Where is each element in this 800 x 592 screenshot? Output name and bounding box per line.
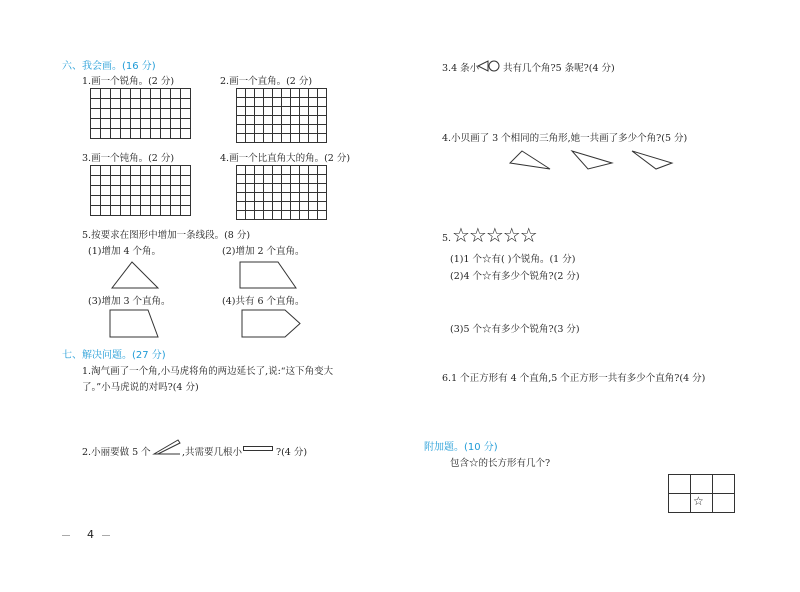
triangle-shape [110, 260, 162, 290]
question-7-1-line1: 1.淘气画了一个角,小马虎将角的两边延长了,说:“这下角变大 [82, 366, 334, 377]
pentagon-shape [240, 308, 304, 340]
question-r4: 4.小贝画了 3 个相同的三角形,她一共画了多少个角?(5 分) [442, 133, 688, 144]
question-r3-post: 共有几个角?5 条呢?(4 分) [503, 63, 615, 74]
right-trapezoid-shape [108, 308, 162, 340]
trapezoid-shape [238, 260, 300, 290]
star-in-grid-icon: ☆ [693, 494, 704, 508]
question-6-3: 3.画一个钝角。(2 分) [82, 153, 175, 164]
drawing-grid-2[interactable] [236, 88, 327, 143]
question-7-2-post: ?(4 分) [276, 447, 308, 458]
drawing-grid-3[interactable] [90, 165, 191, 216]
footer-dash-right [102, 535, 110, 536]
question-6-4: 4.画一个比直角大的角。(2 分) [220, 153, 351, 164]
triangle-2 [570, 149, 614, 171]
question-r5-number: 5. [442, 233, 452, 244]
question-r5-1: (1)1 个☆有( )个锐角。(1 分) [450, 254, 576, 265]
bonus-heading: 附加题。(10 分) [424, 442, 498, 453]
bonus-question: 包含☆的长方形有几个? [450, 458, 551, 469]
page-number: 4 [87, 528, 94, 541]
footer-dash-left [62, 535, 70, 536]
question-7-1-line2: 了。”小马虎说的对吗?(4 分) [82, 382, 199, 393]
question-7-2-mid: ,共需要几根小 [182, 447, 243, 458]
question-6-5: 5.按要求在图形中增加一条线段。(8 分) [82, 230, 251, 241]
fish-shape-icon [476, 59, 506, 73]
question-r3-pre: 3.4 条小 [442, 63, 480, 74]
question-6-1: 1.画一个锐角。(2 分) [82, 76, 175, 87]
section6-heading: 六、我会画。(16 分) [62, 61, 156, 72]
question-6-2: 2.画一个直角。(2 分) [220, 76, 313, 87]
question-6-5-2: (2)增加 2 个直角。 [222, 246, 305, 257]
stick-icon [243, 446, 275, 452]
question-6-5-3: (3)增加 3 个直角。 [88, 296, 171, 307]
question-6-5-1: (1)增加 4 个角。 [88, 246, 162, 257]
question-r5-3: (3)5 个☆有多少个锐角?(3 分) [450, 324, 580, 335]
question-r5-2: (2)4 个☆有多少个锐角?(2 分) [450, 271, 580, 282]
triangle-3 [630, 149, 674, 171]
question-6-5-4: (4)共有 6 个直角。 [222, 296, 305, 307]
drawing-grid-1[interactable] [90, 88, 191, 139]
section7-heading: 七、解决问题。(27 分) [62, 350, 166, 361]
triangle-sticks-icon [152, 438, 182, 456]
drawing-grid-4[interactable] [236, 165, 327, 220]
question-r6: 6.1 个正方形有 4 个直角,5 个正方形一共有多少个直角?(4 分) [442, 373, 706, 384]
stars-row: ☆☆☆☆☆ [452, 223, 537, 247]
triangle-1 [508, 149, 552, 171]
question-7-2-pre: 2.小丽要做 5 个 [82, 447, 151, 458]
